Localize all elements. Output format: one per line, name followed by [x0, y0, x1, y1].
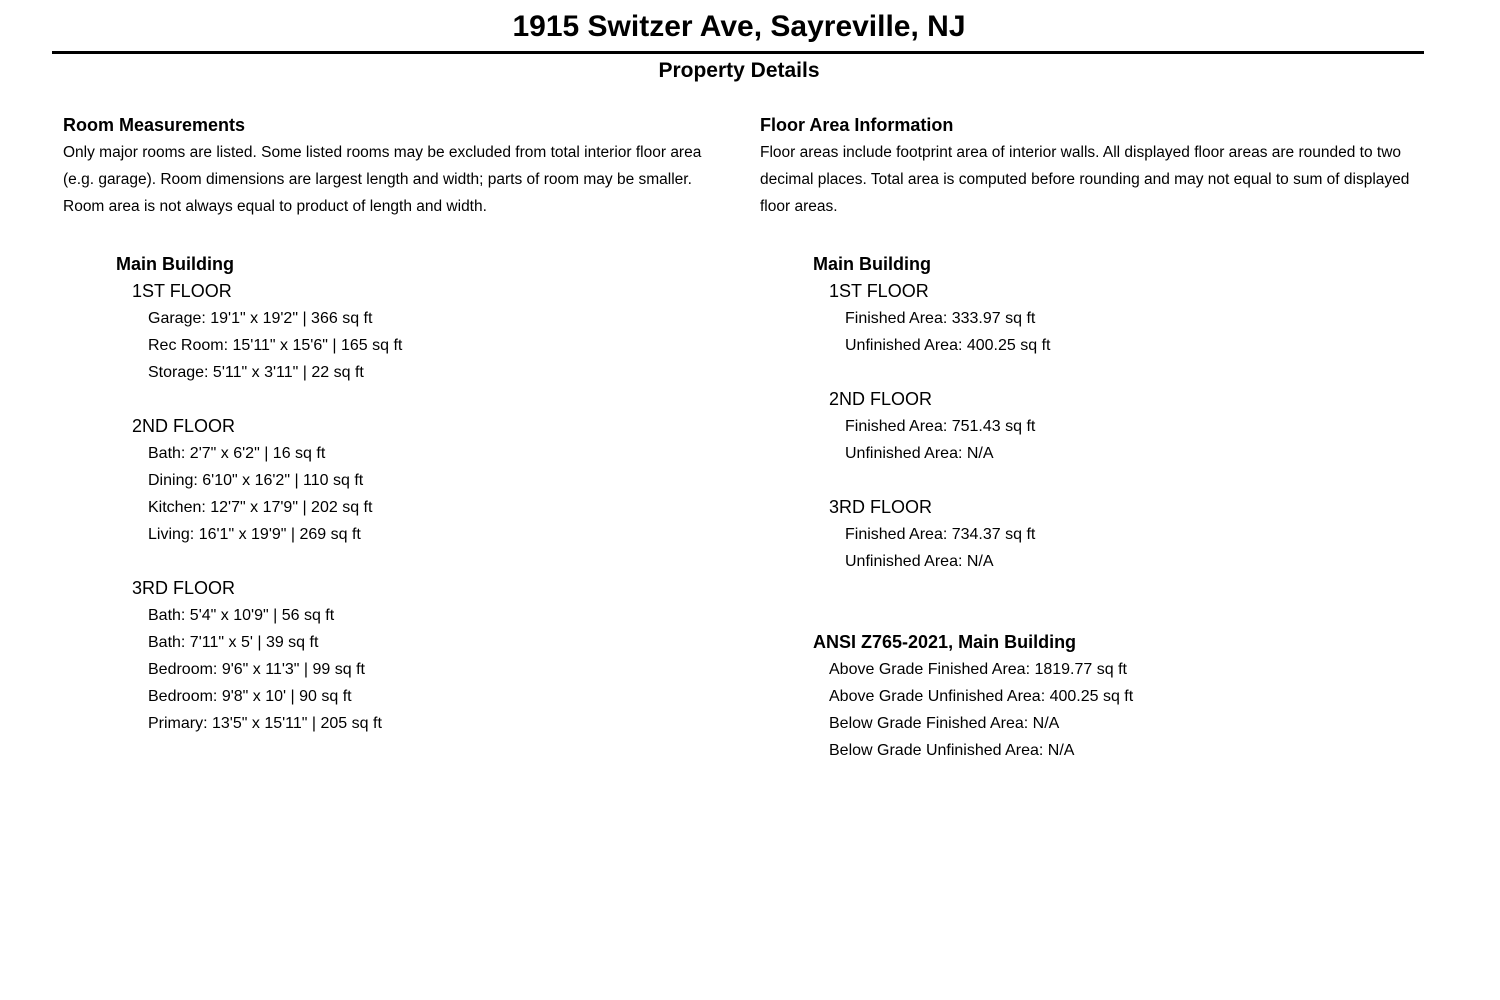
page-subtitle: Property Details	[658, 59, 820, 82]
list-item: Kitchen: 12'7" x 17'9" | 202 sq ft	[148, 499, 373, 516]
list-item: Finished Area: 333.97 sq ft	[845, 310, 1036, 327]
room-measurements-section	[63, 113, 728, 737]
list-item: Below Grade Unfinished Area: N/A	[829, 742, 1075, 759]
ansi-list	[813, 656, 1440, 764]
area-list	[829, 305, 1440, 359]
room-list	[132, 440, 728, 548]
floor-area-building	[760, 251, 1440, 764]
building-heading: Main Building	[813, 254, 931, 274]
list-item: Below Grade Finished Area: N/A	[829, 715, 1060, 732]
list-item: Above Grade Finished Area: 1819.77 sq ft	[829, 661, 1127, 678]
list-item: Unfinished Area: N/A	[845, 553, 994, 570]
list-item: Bedroom: 9'6" x 11'3" | 99 sq ft	[148, 661, 365, 678]
floor-area-section	[760, 113, 1440, 764]
building-heading: Main Building	[116, 254, 234, 274]
list-item: Bath: 7'11" x 5' | 39 sq ft	[148, 634, 319, 651]
area-list	[829, 521, 1440, 575]
floor-title: 2ND FLOOR	[132, 416, 236, 436]
floor-area-description: Floor areas include footprint area of interior walls. All displayed floor areas are rounded to two decimal places. Total area is computed before rounding and may not equal to sum of displayed floor areas.	[760, 144, 1410, 215]
list-item: Bath: 5'4" x 10'9" | 56 sq ft	[148, 607, 335, 624]
room-floor-1	[116, 278, 728, 386]
list-item: Dining: 6'10" x 16'2" | 110 sq ft	[148, 472, 364, 489]
area-list	[829, 413, 1440, 467]
floor-title: 2ND FLOOR	[829, 389, 933, 409]
list-item: Rec Room: 15'11" x 15'6" | 165 sq ft	[148, 337, 403, 354]
room-floor-2	[116, 413, 728, 548]
list-item: Living: 16'1" x 19'9" | 269 sq ft	[148, 526, 361, 543]
floor-title: 3RD FLOOR	[132, 578, 236, 598]
list-item: Primary: 13'5" x 15'11" | 205 sq ft	[148, 715, 382, 732]
room-list	[132, 305, 728, 386]
floor-area-heading: Floor Area Information	[760, 115, 954, 135]
room-list	[132, 602, 728, 737]
room-measurements-description: Only major rooms are listed. Some listed rooms may be excluded from total interior floor area (e.g. garage). Room dimensions are largest length and width; parts of room may be smaller. Room area is not always equal to product of length and width.	[63, 144, 702, 215]
list-item: Finished Area: 751.43 sq ft	[845, 418, 1036, 435]
list-item: Bedroom: 9'8" x 10' | 90 sq ft	[148, 688, 352, 705]
floor-title: 1ST FLOOR	[132, 281, 232, 301]
list-item: Unfinished Area: N/A	[845, 445, 994, 462]
list-item: Garage: 19'1" x 19'2" | 366 sq ft	[148, 310, 373, 327]
room-floor-3	[116, 575, 728, 737]
area-floor-2	[813, 386, 1440, 467]
area-floor-1	[813, 278, 1440, 359]
list-item: Bath: 2'7" x 6'2" | 16 sq ft	[148, 445, 326, 462]
title-divider	[52, 51, 1424, 54]
room-measurements-building	[63, 251, 728, 737]
page-title: 1915 Switzer Ave, Sayreville, NJ	[512, 10, 966, 43]
floor-title: 1ST FLOOR	[829, 281, 929, 301]
room-measurements-heading: Room Measurements	[63, 115, 246, 135]
list-item: Unfinished Area: 400.25 sq ft	[845, 337, 1051, 354]
ansi-heading: ANSI Z765-2021, Main Building	[813, 632, 1077, 652]
list-item: Finished Area: 734.37 sq ft	[845, 526, 1036, 543]
list-item: Storage: 5'11" x 3'11" | 22 sq ft	[148, 364, 364, 381]
area-floor-3	[813, 494, 1440, 575]
floor-title: 3RD FLOOR	[829, 497, 933, 517]
list-item: Above Grade Unfinished Area: 400.25 sq ft	[829, 688, 1134, 705]
